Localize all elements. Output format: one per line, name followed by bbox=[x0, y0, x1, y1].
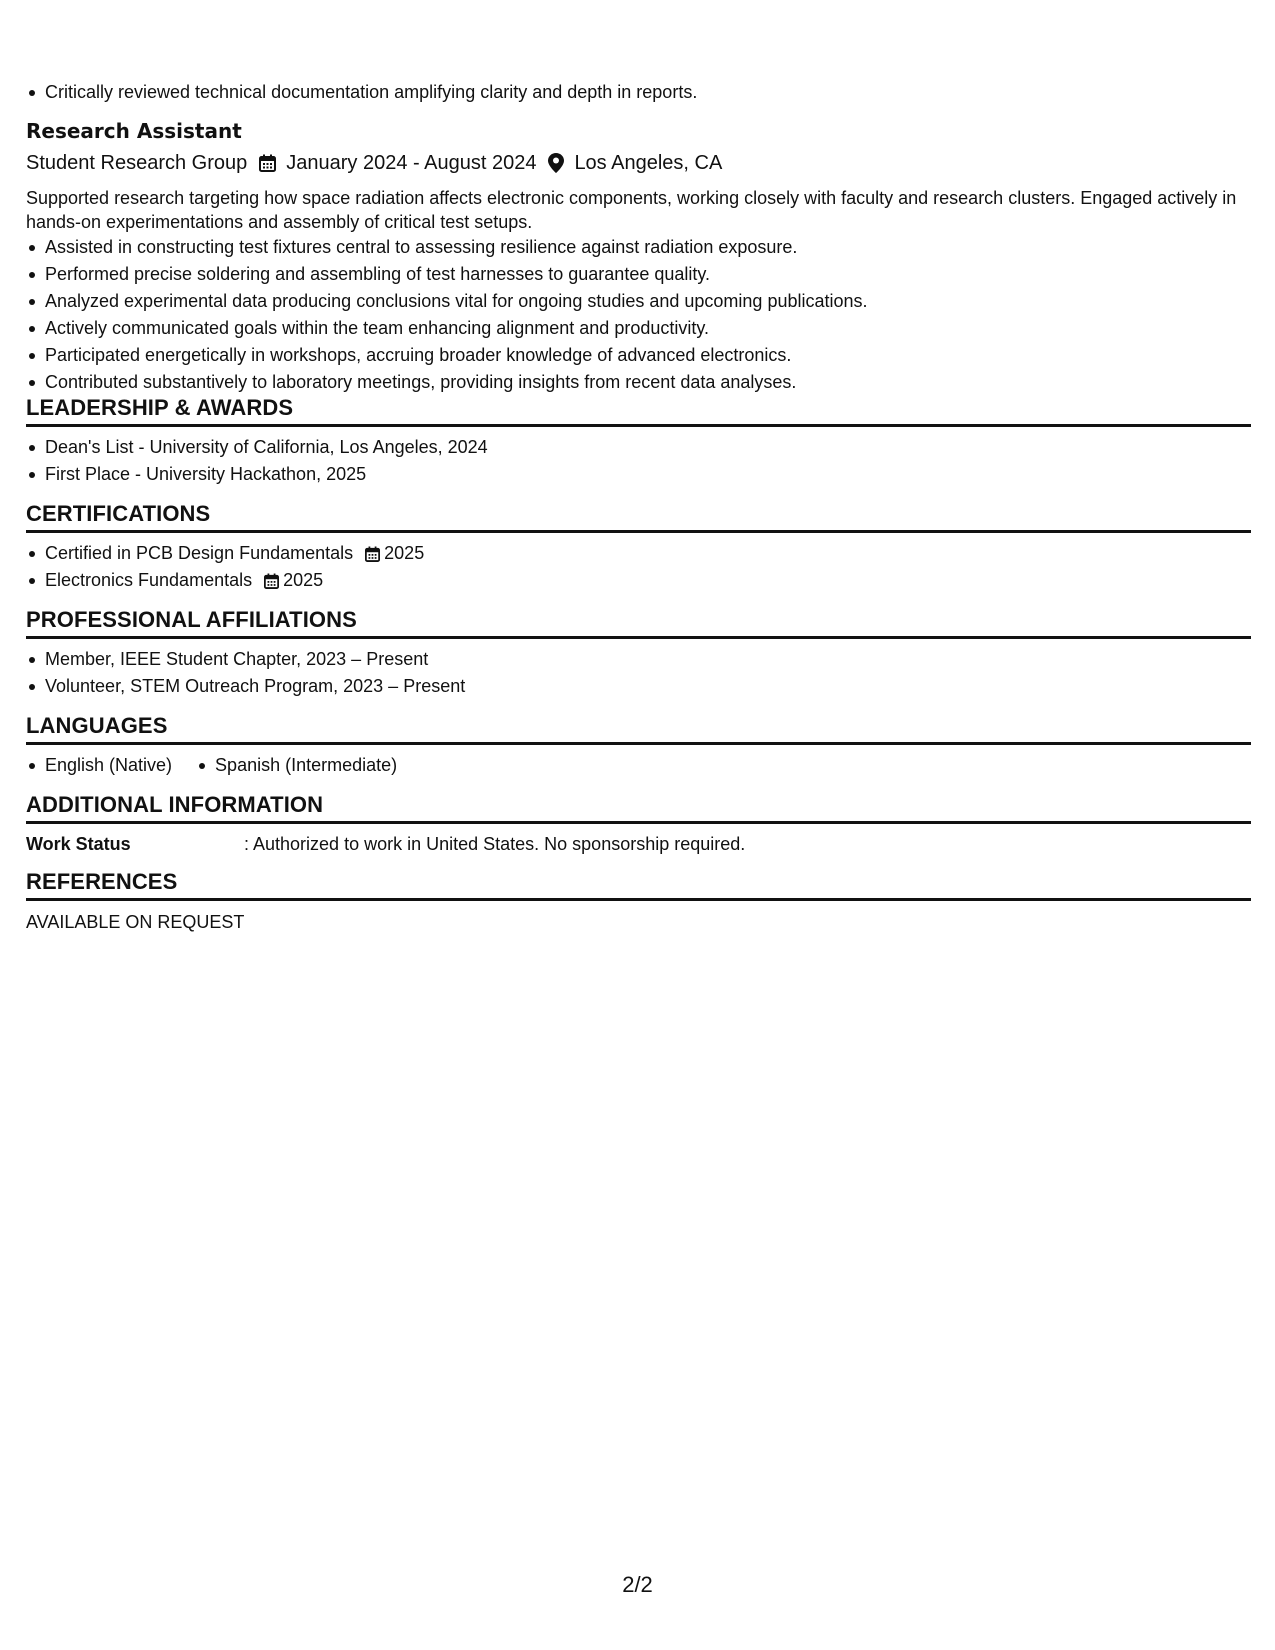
list-item: Analyzed experimental data producing conclusions vital for ongoing studies and upcoming publications. bbox=[26, 288, 1251, 315]
affiliations-list bbox=[26, 646, 1251, 700]
list-item bbox=[26, 540, 1251, 567]
calendar-icon bbox=[259, 154, 276, 172]
list-item: Performed precise soldering and assembling of test harnesses to guarantee quality. bbox=[26, 261, 1251, 288]
list-item: Volunteer, STEM Outreach Program, 2023 – Present bbox=[26, 673, 1251, 700]
certification-name: Certified in PCB Design Fundamentals bbox=[45, 543, 354, 563]
list-item: Spanish (Intermediate) bbox=[196, 752, 397, 779]
job-research-assistant bbox=[26, 117, 1251, 396]
list-item: Member, IEEE Student Chapter, 2023 – Present bbox=[26, 646, 1251, 673]
certification-entry bbox=[45, 540, 424, 567]
languages-list bbox=[26, 752, 1251, 779]
certification-name: Electronics Fundamentals bbox=[45, 570, 253, 590]
calendar-icon bbox=[264, 573, 279, 589]
list-item: Participated energetically in workshops, accruing broader knowledge of advanced electronics. bbox=[26, 342, 1251, 369]
job-dates bbox=[247, 148, 536, 178]
certifications-list bbox=[26, 540, 1251, 594]
job-title: Research Assistant bbox=[26, 119, 242, 143]
list-item bbox=[26, 567, 1251, 594]
section-title: LANGUAGES bbox=[26, 712, 1251, 745]
job-meta bbox=[26, 148, 1251, 178]
section-languages bbox=[26, 712, 1251, 779]
work-status-label: Work Status bbox=[26, 834, 131, 854]
list-item: Assisted in constructing test fixtures central to assessing resilience against radiation exposure. bbox=[26, 234, 1251, 261]
work-status-value: : Authorized to work in United States. No sponsorship required. bbox=[244, 834, 746, 854]
section-title: PROFESSIONAL AFFILIATIONS bbox=[26, 606, 1251, 639]
job-location-text: Los Angeles, CA bbox=[574, 152, 723, 174]
section-additional-information bbox=[26, 791, 1251, 857]
page-number: 2/2 bbox=[622, 1572, 653, 1597]
section-references bbox=[26, 868, 1251, 935]
section-title: LEADERSHIP & AWARDS bbox=[26, 394, 1251, 427]
section-leadership-awards bbox=[26, 394, 1251, 488]
list-item: Actively communicated goals within the team enhancing alignment and productivity. bbox=[26, 315, 1251, 342]
previous-job-bullets bbox=[26, 79, 697, 106]
references-text: AVAILABLE ON REQUEST bbox=[26, 912, 245, 932]
section-certifications bbox=[26, 500, 1251, 594]
work-status-row bbox=[26, 831, 1251, 857]
job-description: Supported research targeting how space radiation affects electronic components, working closely with faculty and research clusters. Engaged actively in hands-on experimentations and assembly of critical test setups. bbox=[26, 188, 1237, 232]
calendar-icon bbox=[365, 546, 380, 562]
section-title: REFERENCES bbox=[26, 868, 1251, 901]
job-location bbox=[536, 148, 722, 178]
list-item: Critically reviewed technical documentation amplifying clarity and depth in reports. bbox=[26, 79, 697, 106]
list-item: English (Native) bbox=[26, 752, 172, 779]
section-title: CERTIFICATIONS bbox=[26, 500, 1251, 533]
leadership-list bbox=[26, 434, 1251, 488]
list-item: Dean's List - University of California, Los Angeles, 2024 bbox=[26, 434, 1251, 461]
job-organization: Student Research Group bbox=[26, 152, 248, 174]
section-professional-affiliations bbox=[26, 606, 1251, 700]
job-bullets bbox=[26, 234, 1251, 396]
list-item: Contributed substantively to laboratory meetings, providing insights from recent data analyses. bbox=[26, 369, 1251, 396]
job-dates-text: January 2024 - August 2024 bbox=[286, 152, 537, 174]
list-item: First Place - University Hackathon, 2025 bbox=[26, 461, 1251, 488]
section-title: ADDITIONAL INFORMATION bbox=[26, 791, 1251, 824]
certification-entry bbox=[45, 567, 323, 594]
map-pin-icon bbox=[548, 153, 564, 173]
certification-year: 2025 bbox=[283, 570, 324, 590]
certification-year: 2025 bbox=[384, 543, 425, 563]
